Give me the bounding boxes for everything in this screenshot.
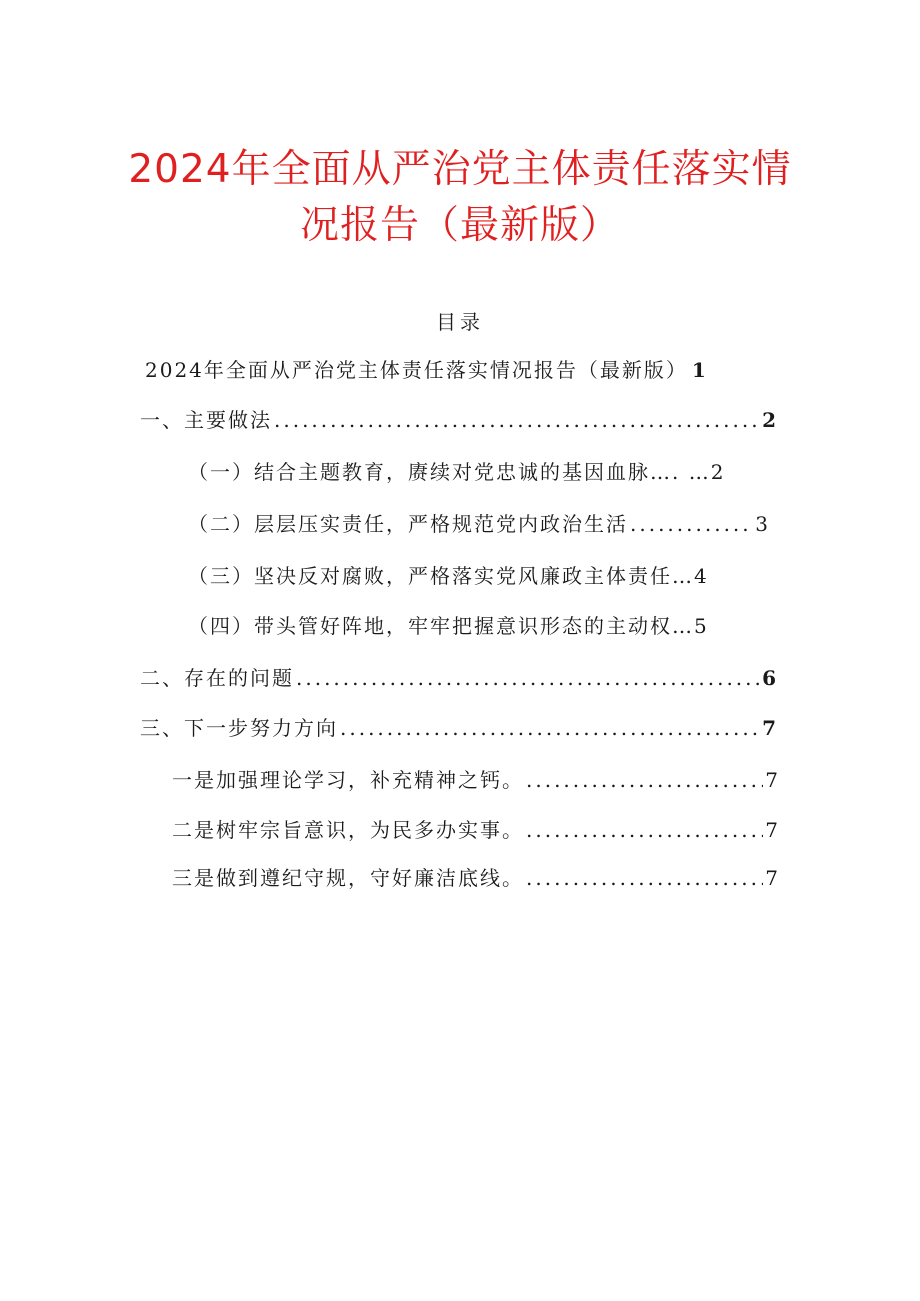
toc-leader-dots xyxy=(526,816,763,844)
toc-entry-sub-2[interactable] xyxy=(188,510,768,538)
toc-entry-main-practices[interactable] xyxy=(140,406,776,434)
toc-leader-dots xyxy=(296,664,760,692)
toc-leader-dots xyxy=(274,406,760,434)
toc-leader-dots xyxy=(526,766,763,794)
toc-entry-label: 2024年全面从严治党主体责任落实情况报告（最新版） xyxy=(145,358,688,382)
toc-entry-label: 三是做到遵纪守规，守好廉洁底线。 xyxy=(172,866,524,890)
toc-entry-next-steps[interactable] xyxy=(140,714,776,742)
document-title-line-1: 2024年全面从严治党主体责任落实情 xyxy=(128,147,792,192)
toc-entry-label: （二）层层压实责任，严格规范党内政治生活 xyxy=(188,512,628,536)
toc-entry-step-1[interactable] xyxy=(172,766,778,794)
toc-entry-page: 7 xyxy=(765,818,778,842)
toc-entry-label: 二是树牢宗旨意识，为民多办实事。 xyxy=(172,818,524,842)
toc-entry-step-2[interactable] xyxy=(172,816,778,844)
toc-entry-existing-problems[interactable] xyxy=(140,664,776,692)
toc-leader-dots xyxy=(526,864,763,892)
toc-entry-label: 二、存在的问题 xyxy=(140,666,294,690)
toc-entry-label: 三、下一步努力方向 xyxy=(140,716,338,740)
toc-entry-page: 4 xyxy=(694,564,707,588)
document-title-line-2: 况报告（最新版） xyxy=(299,203,620,248)
toc-entry-page: 7 xyxy=(765,768,778,792)
document-title xyxy=(0,142,920,254)
toc-entry-label: （四）带头管好阵地，牢牢把握意识形态的主动权… xyxy=(188,614,694,638)
toc-entry-label: （一）结合主题教育，赓续对党忠诚的基因血脉…. … xyxy=(188,460,711,484)
toc-entry-report[interactable] xyxy=(145,356,725,384)
toc-entry-page: 7 xyxy=(765,866,778,890)
toc-leader-dots xyxy=(340,714,760,742)
toc-entry-label: （三）坚决反对腐败，严格落实党风廉政主体责任… xyxy=(188,564,694,588)
toc-entry-label: 一是加强理论学习，补充精神之钙。 xyxy=(172,768,524,792)
toc-entry-page: 3 xyxy=(755,512,768,536)
toc-entry-sub-3[interactable] xyxy=(188,562,748,590)
toc-entry-sub-4[interactable] xyxy=(188,612,748,640)
toc-entry-label: 一、主要做法 xyxy=(140,408,272,432)
toc-entry-page: 1 xyxy=(691,358,706,382)
toc-entry-sub-1[interactable] xyxy=(188,458,748,486)
toc-entry-step-3[interactable] xyxy=(172,864,778,892)
toc-entry-page: 6 xyxy=(762,666,776,690)
toc-heading: 目录 xyxy=(436,310,484,334)
toc-entry-page: 2 xyxy=(762,408,776,432)
toc-entry-page: 5 xyxy=(694,614,707,638)
toc-entry-page: 2 xyxy=(710,460,724,484)
toc-leader-dots xyxy=(630,510,753,538)
toc-entry-page: 7 xyxy=(762,716,776,740)
